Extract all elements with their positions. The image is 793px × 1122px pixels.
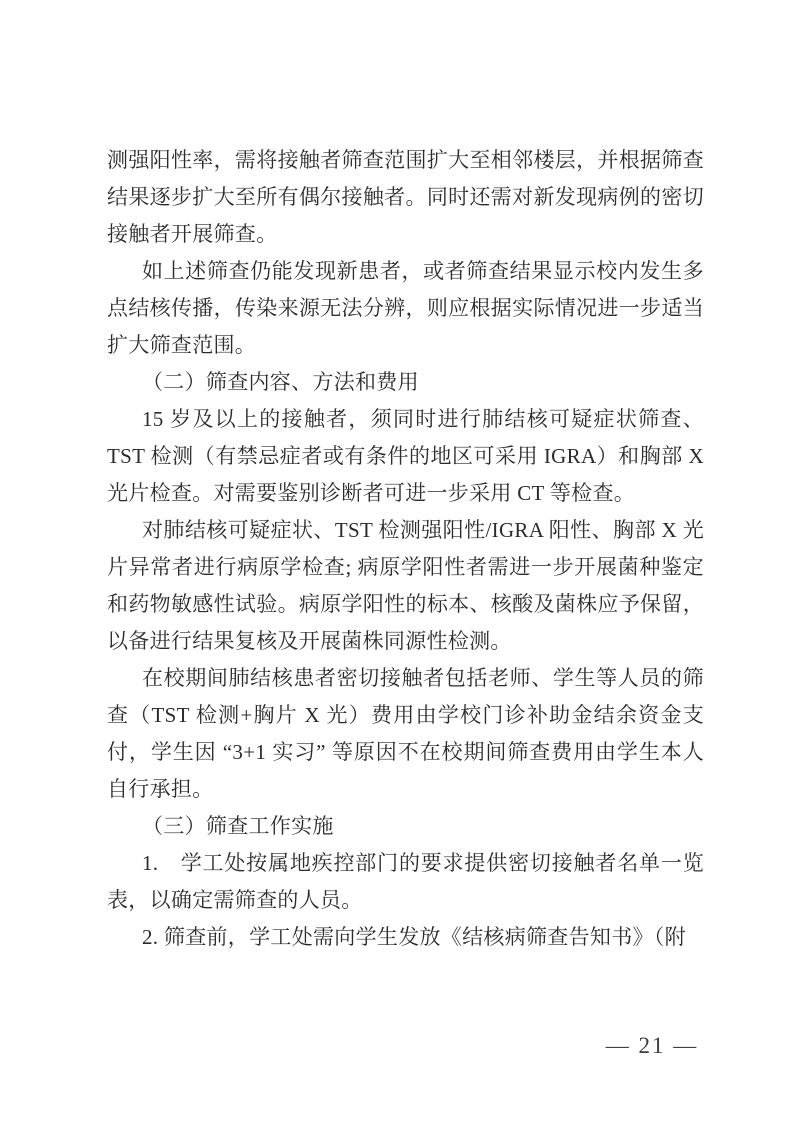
list-item-1-contact-name-list: 1. 学工处按属地疾控部门的要求提供密切接触者名单一览表，以确定需筛查的人员。 bbox=[107, 851, 704, 912]
document-text-block bbox=[107, 142, 704, 956]
section-heading-3-implementation: （三）筛查工作实施 bbox=[142, 814, 334, 838]
list-item-2-notification-letter: 2. 筛查前，学工处需向学生发放《结核病筛查告知书》（附 bbox=[142, 925, 686, 949]
page-number: — 21 — bbox=[605, 1033, 699, 1058]
paragraph-continuation: 测强阳性率，需将接触者筛查范围扩大至相邻楼层，并根据筛查结果逐步扩大至所有偶尔接触者。同时还需对新发现病例的密切接触者开展筛查。 bbox=[107, 148, 704, 246]
section-heading-2-content-method-cost: （二）筛查内容、方法和费用 bbox=[142, 370, 419, 394]
paragraph-age-15-screening: 15 岁及以上的接触者，须同时进行肺结核可疑症状筛查、TST 检测（有禁忌症者或有条件的地区可采用 IGRA）和胸部 X 光片检查。对需要鉴别诊断者可进一步采用 CT 等检查。 bbox=[107, 407, 704, 505]
paragraph-expand-screening: 如上述筛查仍能发现新患者，或者筛查结果显示校内发生多点结核传播，传染来源无法分辨，则应根据实际情况进一步适当扩大筛查范围。 bbox=[107, 259, 704, 357]
paragraph-pathogen-testing: 对肺结核可疑症状、TST 检测强阳性/IGRA 阳性、胸部 X 光片异常者进行病原学检查; 病原学阳性者需进一步开展菌种鉴定和药物敏感性试验。病原学阳性的标本、核酸及菌株应予保留，以备进行结果复核及开展菌株同源性检测。 bbox=[107, 518, 704, 653]
paragraph-screening-cost: 在校期间肺结核患者密切接触者包括老师、学生等人员的筛查（TST 检测+胸片 X 光）费用由学校门诊补助金结余资金支付，学生因 “3+1 实习” 等原因不在校期间筛查费用由学生本人自行承担。 bbox=[107, 666, 704, 801]
